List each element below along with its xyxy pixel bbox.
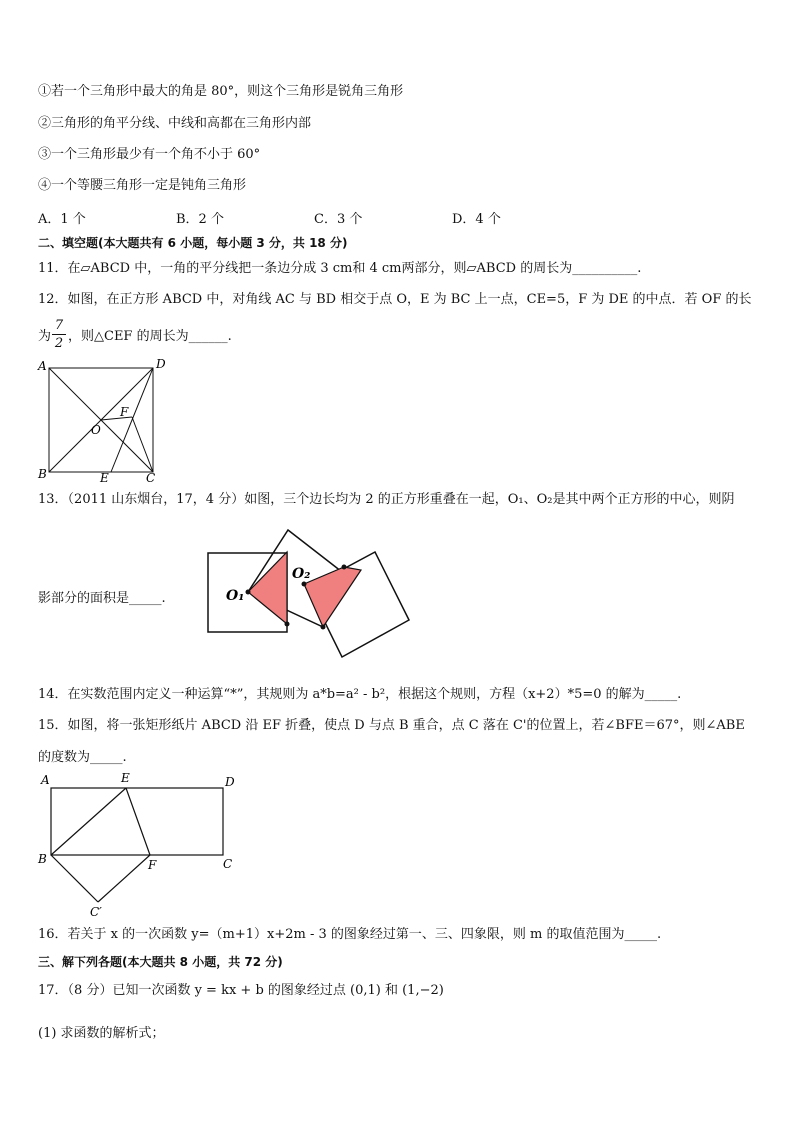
- rectangle-abcd: [51, 788, 223, 855]
- option-d: D．4 个: [452, 212, 501, 227]
- statement-4: ④一个等腰三角形一定是钝角三角形: [38, 178, 247, 193]
- label-c-prime: C′: [90, 905, 102, 919]
- label-b: B: [38, 467, 47, 481]
- point-intersection-1: [285, 622, 290, 627]
- question-13-line1: 13．（2011 山东烟台，17，4 分）如图，三个边长均为 2 的正方形重叠在一起，O₁、O₂是其中两个正方形的中心，则阴: [38, 492, 735, 507]
- section-heading-fill-blank: 二、填空题(本大题共有 6 小题，每小题 3 分，共 18 分): [38, 236, 348, 250]
- label-o2: O₂: [292, 566, 311, 582]
- option-a: A．1 个: [38, 212, 86, 227]
- label-f: F: [120, 405, 129, 419]
- segment-fc: [132, 417, 153, 472]
- question-13-line2: 影部分的面积是_____.: [38, 591, 166, 606]
- fraction-denominator: 2: [54, 336, 64, 351]
- question-15-line2: 的度数为_____.: [38, 750, 127, 765]
- label-c: C: [223, 857, 233, 871]
- point-o1: [246, 590, 251, 595]
- label-e: E: [121, 771, 130, 785]
- option-c: C．3 个: [314, 212, 363, 227]
- option-b: B．2 个: [176, 212, 224, 227]
- fraction-numerator: 7: [54, 318, 64, 333]
- fraction-bar: [52, 334, 66, 335]
- segment-be: [51, 788, 126, 855]
- question-11: 11．在▱ABCD 中，一角的平分线把一条边分成 3 cm和 4 cm两部分，则▱ABCD 的周长为__________.: [38, 261, 642, 276]
- statement-2: ②三角形的角平分线、中线和高都在三角形内部: [38, 116, 312, 131]
- label-c: C: [146, 471, 156, 485]
- figure-folded-rectangle: [36, 770, 246, 920]
- figure-overlapping-squares: [200, 522, 420, 662]
- point-o2: [302, 582, 307, 587]
- question-12-fraction: [52, 318, 66, 351]
- question-12-line1: 12．如图，在正方形 ABCD 中，对角线 AC 与 BD 相交于点 O，E 为 BC 上一点，CE=5，F 为 DE 的中点．若 OF 的长: [38, 292, 752, 307]
- label-a: A: [41, 773, 50, 787]
- label-f: F: [148, 858, 157, 872]
- segment-bc1: [51, 855, 98, 902]
- label-e: E: [100, 471, 109, 485]
- segment-ef: [126, 788, 150, 855]
- point-intersection-2: [342, 565, 347, 570]
- section-heading-solve: 三、解下列各题(本大题共 8 小题，共 72 分): [38, 955, 283, 969]
- question-17-part1: (1) 求函数的解析式；: [38, 1026, 165, 1041]
- label-d: D: [156, 357, 166, 371]
- segment-c1f: [98, 855, 150, 902]
- statement-3: ③一个三角形最少有一个角不小于 60°: [38, 147, 261, 162]
- label-d: D: [225, 775, 235, 789]
- label-a: A: [38, 359, 47, 373]
- shaded-region-2: [304, 567, 361, 627]
- statement-1: ①若一个三角形中最大的角是 80°，则这个三角形是锐角三角形: [38, 84, 404, 99]
- question-15-line1: 15．如图，将一张矩形纸片 ABCD 沿 EF 折叠，使点 D 与点 B 重合，点 C 落在 C'的位置上，若∠BFE＝67°，则∠ABE: [38, 718, 745, 733]
- question-17: 17．（8 分）已知一次函数 y = kx + b 的图象经过点 (0,1) 和 (1,−2): [38, 983, 444, 998]
- question-12-suffix: ，则△CEF 的周长为______.: [68, 329, 232, 344]
- question-12-prefix: 为: [38, 329, 52, 344]
- figure-square-abcd: [36, 357, 166, 485]
- label-o1: O₁: [226, 588, 245, 604]
- label-b: B: [38, 852, 47, 866]
- point-intersection-3: [321, 625, 326, 630]
- question-16: 16．若关于 x 的一次函数 y=（m+1）x+2m - 3 的图象经过第一、三、四象限，则 m 的取值范围为_____.: [38, 927, 662, 942]
- question-14: 14．在实数范围内定义一种运算“*”，其规则为 a*b=a² - b²，根据这个规则，方程（x+2）*5=0 的解为_____.: [38, 687, 682, 702]
- label-o: O: [91, 423, 101, 437]
